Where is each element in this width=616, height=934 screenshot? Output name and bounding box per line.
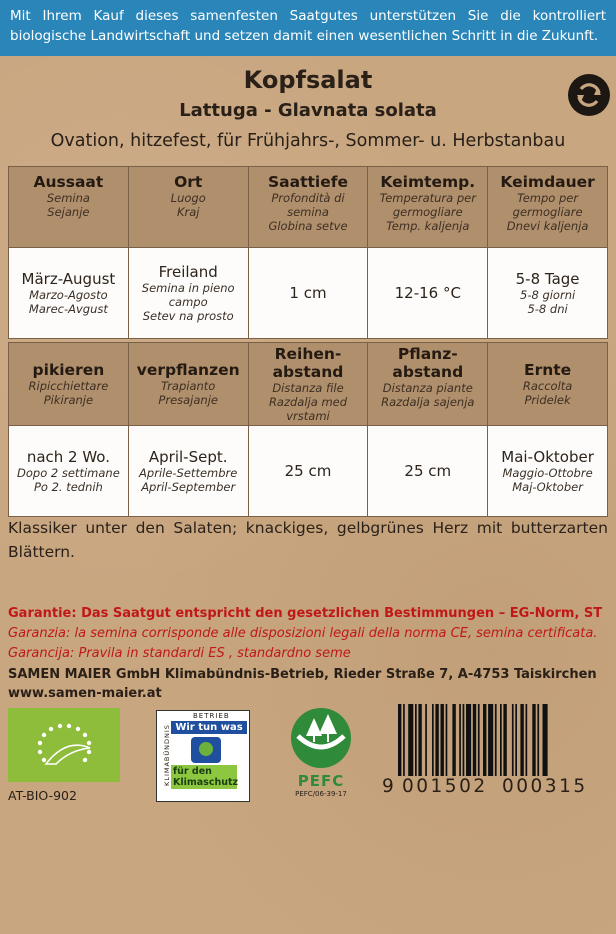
eu-organic-logo bbox=[8, 708, 120, 782]
barcode-bar bbox=[459, 704, 461, 776]
table-header-row bbox=[9, 343, 608, 426]
barcode-bar bbox=[495, 704, 497, 776]
header-cell: Ort Luogo Kraj bbox=[128, 167, 248, 248]
header-cell: pikieren Ripicchiettare Pikiranje bbox=[9, 343, 129, 426]
header-cell: Saattiefe Profondità di semina Globina setve bbox=[248, 167, 368, 248]
barcode-bar bbox=[532, 704, 535, 776]
company-website: www.samen-maier.at bbox=[8, 686, 162, 701]
barcode-bar bbox=[463, 704, 465, 776]
header-cell: Keimdauer Tempo per germogliare Dnevi kaljenja bbox=[488, 167, 608, 248]
pefc-tree-icon bbox=[284, 706, 358, 778]
recycle-icon bbox=[568, 74, 610, 116]
barcode-bar bbox=[483, 704, 486, 776]
table-header-row bbox=[9, 167, 608, 248]
value-cell: 25 cm bbox=[248, 426, 368, 517]
recycle-arrows-icon bbox=[572, 78, 606, 112]
barcode-bar bbox=[441, 704, 444, 776]
barcode-bar bbox=[452, 704, 455, 776]
barcode-bar bbox=[408, 704, 413, 776]
barcode-left-group: 001502 bbox=[402, 776, 488, 797]
barcode-bars bbox=[382, 704, 612, 778]
klimabuendnis-logo bbox=[156, 710, 250, 802]
barcode-first-digit: 9 bbox=[382, 776, 394, 797]
barcode-bar bbox=[500, 704, 502, 776]
value-cell: 5-8 Tage 5-8 giorni 5-8 dni bbox=[488, 248, 608, 339]
barcode-bar bbox=[503, 704, 506, 776]
header-cell: verpflanzen Trapianto Presajanje bbox=[128, 343, 248, 426]
guarantee-de: Garantie: Das Saatgut entspricht den gesetzlichen Bestimmungen – EG-Norm, ST bbox=[8, 606, 603, 621]
barcode-bar bbox=[512, 704, 514, 776]
eu-leaf-icon bbox=[8, 708, 120, 782]
pefc-name: PEFC bbox=[297, 772, 345, 790]
value-cell: Freiland Semina in pieno campo Setev na prosto bbox=[128, 248, 248, 339]
value-cell: nach 2 Wo. Dopo 2 settimane Po 2. tednih bbox=[9, 426, 129, 517]
eu-organic-code: AT-BIO-902 bbox=[8, 788, 77, 803]
value-cell: 25 cm bbox=[368, 426, 488, 517]
klima-slogan-2: für den Klimaschutz bbox=[173, 766, 239, 788]
pefc-code: PEFC/06-39-17 bbox=[295, 790, 347, 798]
barcode-bar bbox=[415, 704, 417, 776]
barcode-bar bbox=[403, 704, 405, 776]
barcode-bar bbox=[488, 704, 493, 776]
header-cell: Ernte Raccolta Pridelek bbox=[488, 343, 608, 426]
ean-barcode bbox=[382, 704, 612, 800]
barcode-bar bbox=[515, 704, 517, 776]
product-variety: Ovation, hitzefest, für Frühjahrs-, Sommer- u. Herbstanbau bbox=[50, 131, 566, 151]
barcode-bar bbox=[432, 704, 434, 776]
barcode-right-group: 000315 bbox=[502, 776, 588, 797]
barcode-bar bbox=[473, 704, 476, 776]
header-cell: Keimtemp. Temperatura per germogliare Temp. kaljenja bbox=[368, 167, 488, 248]
klima-globe-icon bbox=[191, 737, 221, 763]
barcode-bar bbox=[435, 704, 438, 776]
value-cell: April-Sept. Aprile-Settembre April-September bbox=[128, 426, 248, 517]
barcode-bar bbox=[537, 704, 539, 776]
header-cell: Pflanz-abstand Distanza piante Razdalja sajenja bbox=[368, 343, 488, 426]
barcode-bar bbox=[418, 704, 421, 776]
header-cell: Reihen-abstand Distanza file Razdalja med vrstami bbox=[248, 343, 368, 426]
klima-top-label: BETRIEB bbox=[193, 712, 230, 720]
product-subtitle: Lattuga - Glavnata solata bbox=[179, 100, 437, 121]
klima-side-label: KLIMABÜNDNIS bbox=[163, 724, 171, 786]
product-title: Kopfsalat bbox=[243, 66, 373, 94]
table-value-row bbox=[9, 426, 608, 517]
barcode-bar bbox=[398, 704, 401, 776]
barcode-bar bbox=[478, 704, 480, 776]
header-cell: Aussaat Semina Sejanje bbox=[9, 167, 129, 248]
klima-slogan-1: Wir tun was bbox=[171, 721, 247, 734]
barcode-bar bbox=[425, 704, 427, 776]
guarantee-sl: Garancija: Pravila in standardi ES , standardno seme bbox=[8, 646, 351, 661]
barcode-bar bbox=[543, 704, 548, 776]
product-description: Klassiker unter den Salaten; knackiges, gelbgrünes Herz mit butterzarten Blättern. bbox=[8, 519, 608, 561]
company-address: SAMEN MAIER GmbH Klimabündnis-Betrieb, Rieder Straße 7, A-4753 Taiskirchen bbox=[8, 667, 597, 682]
barcode-bar bbox=[446, 704, 448, 776]
info-banner bbox=[0, 0, 616, 56]
sowing-table bbox=[8, 166, 608, 339]
planting-table bbox=[8, 342, 608, 517]
value-cell: 1 cm bbox=[248, 248, 368, 339]
value-cell: März-August Marzo-Agosto Marec-Avgust bbox=[9, 248, 129, 339]
barcode-bar bbox=[520, 704, 523, 776]
table-value-row bbox=[9, 248, 608, 339]
guarantee-it: Garanzia: la semina corrisponde alle disposizioni legali della norma CE, semina certificata. bbox=[8, 626, 598, 641]
barcode-bar bbox=[526, 704, 528, 776]
value-cell: Mai-Oktober Maggio-Ottobre Maj-Oktober bbox=[488, 426, 608, 517]
barcode-bar bbox=[466, 704, 471, 776]
pefc-logo bbox=[284, 706, 358, 802]
banner-text: Mit Ihrem Kauf dieses samenfesten Saatgutes unterstützen Sie die kontrolliert biologische Landwirtschaft und setzen damit einen wesentlichen Schritt in die Zukunft. bbox=[10, 8, 606, 44]
value-cell: 12-16 °C bbox=[368, 248, 488, 339]
